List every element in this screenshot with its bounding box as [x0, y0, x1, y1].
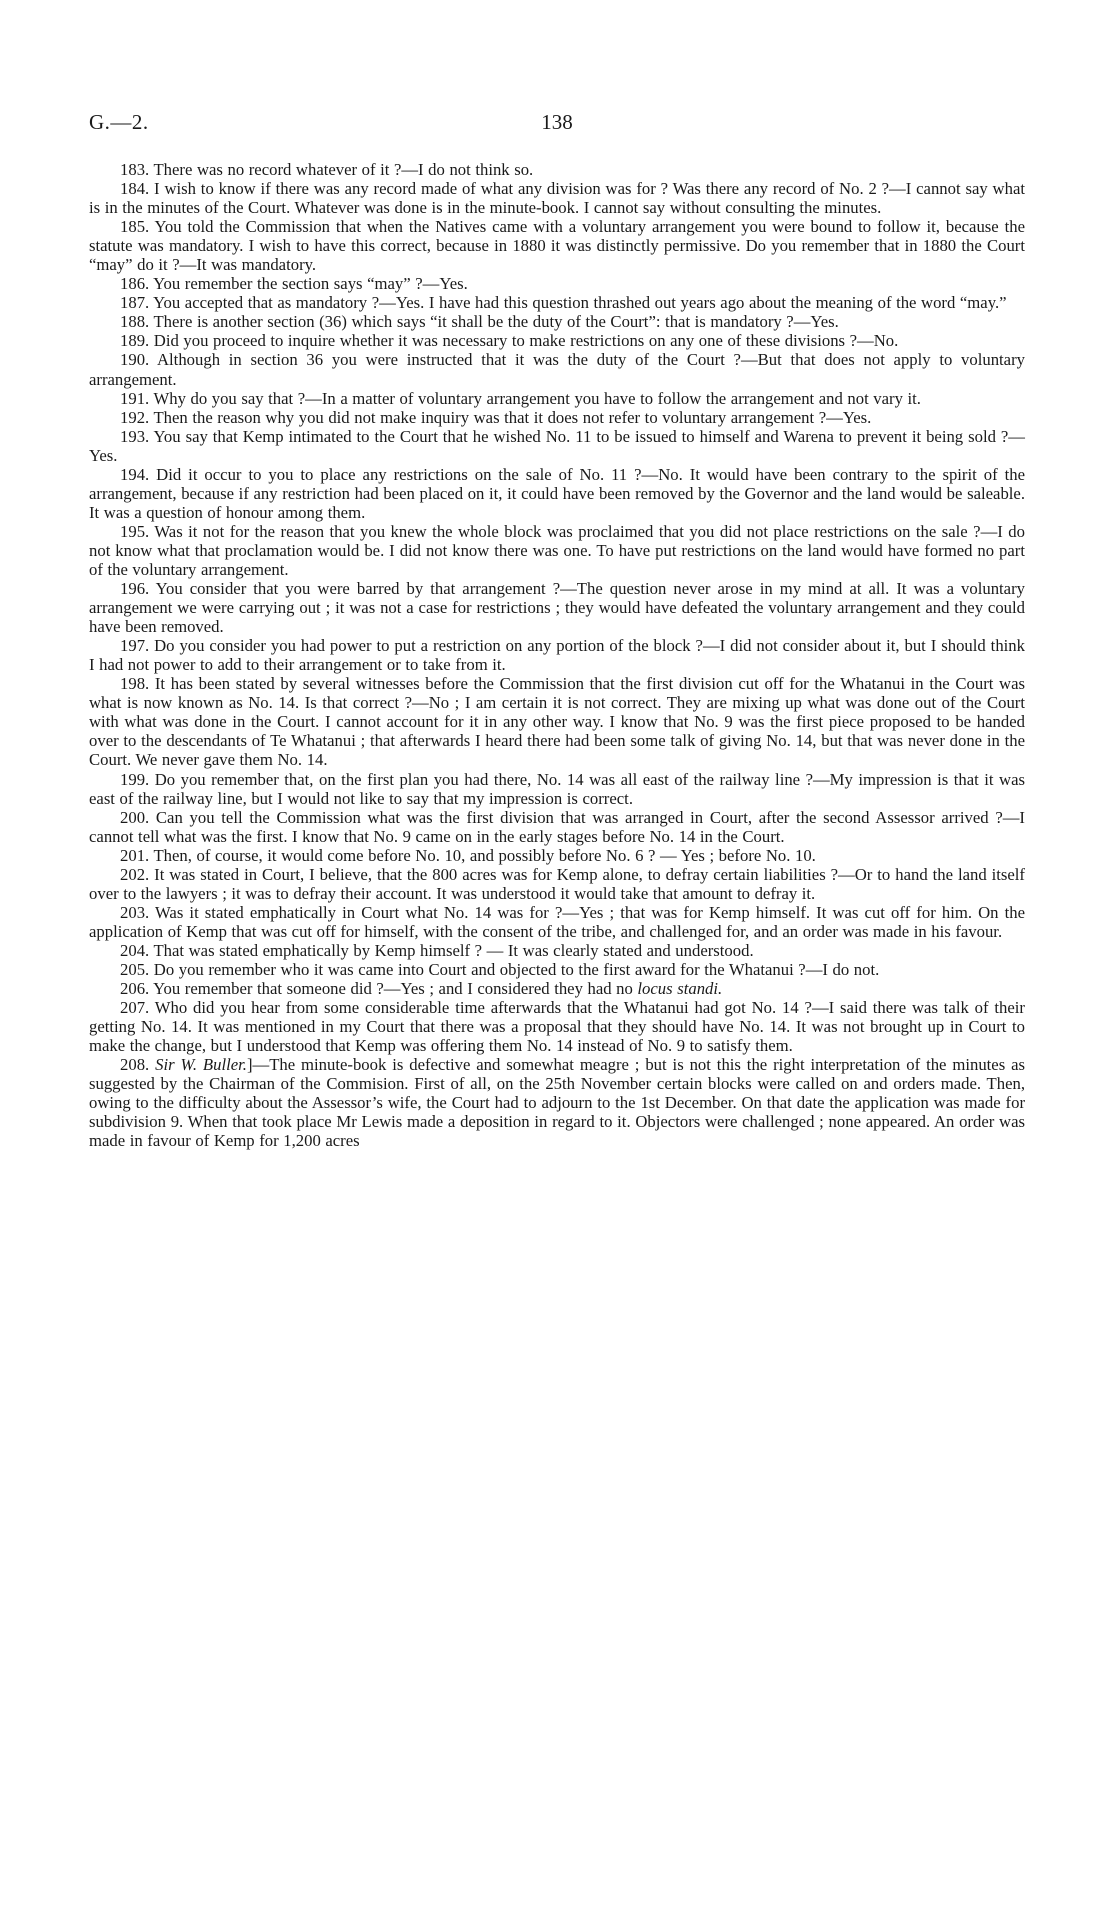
paragraph-194: 194. Did it occur to you to place any restrictions on the sale of No. 11 ?—No. It would have been contrary to the spirit of the arrangement, because if any restriction had been placed on it, it could have been removed by the Governor and the land would be saleable. It was a question of honour among them.	[89, 464, 1025, 522]
paragraph-208-after: ]—The minute-book is defective and somewhat meagre ; but is not this the right interpretation of the minutes as suggested by the Chairman of the Commision. First of all, on the 25th November certain blocks were called on and orders made. Then, owing to the difficulty about the Assessor’s wife, the Court had to adjourn to the 1st December. On that date the application was made for subdivision 9. When that took place Mr Lewis made a deposition in regard to it. Objectors were challenged ; none appeared. An order was made in favour of Kemp for 1,200 acres	[89, 1055, 1025, 1151]
paragraph-190: 190. Although in section 36 you were instructed that it was the duty of the Court ?—But that does not apply to voluntary arrangement.	[89, 350, 1025, 389]
paragraph-186: 186. You remember the section says “may” ?—Yes.	[120, 274, 468, 294]
paragraph-199: 199. Do you remember that, on the first plan you had there, No. 14 was all east of the railway line ?—My impression is that it was east of the railway line, but I would not like to say that my impression is correct.	[89, 769, 1025, 808]
paragraph-187: 187. You accepted that as mandatory ?—Yes. I have had this question thrashed out years ago about the meaning of the word “may.”	[120, 293, 1007, 313]
paragraph-207: 207. Who did you hear from some considerable time afterwards that the Whatanui had got No. 14 ?—I said there was talk of their getting No. 14. It was mentioned in my Court that there was a proposal that they should have No. 14. It was not brought up in Court to make the change, but I understood that Kemp was offering them No. 14 instead of No. 9 to satisfy them.	[89, 998, 1025, 1056]
paragraph-192: 192. Then the reason why you did not make inquiry was that it does not refer to voluntary arrangement ?—Yes.	[120, 407, 872, 427]
document-reference: G.—2.	[89, 110, 149, 134]
page-header	[89, 110, 1025, 136]
page-number: 138	[541, 110, 573, 134]
page-body	[89, 160, 1025, 1150]
paragraph-203: 203. Was it stated emphatically in Court what No. 14 was for ?—Yes ; that was for Kemp himself. It was cut off for him. On the application of Kemp that was cut off for himself, with the consent of the tribe, and challenged for, and an order was made in his favour.	[89, 902, 1025, 941]
paragraph-202: 202. It was stated in Court, I believe, that the 800 acres was for Kemp alone, to defray certain liabilities ?—Or to hand the land itself over to the lawyers ; it was to defray their account. It was understood it would take that amount to defray it.	[89, 864, 1025, 903]
paragraph-200: 200. Can you tell the Commission what was the first division that was arranged in Court, after the second Assessor arrived ?—I cannot tell what was the first. I know that No. 9 came on in the early stages before No. 14 in the Court.	[89, 807, 1025, 846]
paragraph-208-italic: Sir W. Buller.	[155, 1055, 247, 1075]
paragraph-196: 196. You consider that you were barred by that arrangement ?—The question never arose in my mind at all. It was a voluntary arrangement we were carrying out ; it was not a case for restrictions ; they would have defeated the voluntary arrangement and they could have been removed.	[89, 579, 1025, 637]
paragraph-183: 183. There was no record whatever of it ?—I do not think so.	[120, 160, 534, 179]
paragraph-208-text: 208.	[120, 1055, 156, 1075]
paragraph-197: 197. Do you consider you had power to put a restriction on any portion of the block ?—I did not consider about it, but I should think I had not power to add to their arrangement or to take from it.	[89, 636, 1025, 675]
paragraph-208	[89, 1055, 1025, 1150]
paragraph-189: 189. Did you proceed to inquire whether it was necessary to make restrictions on any one of these divisions ?—No.	[120, 331, 899, 351]
paragraph-204: 204. That was stated emphatically by Kemp himself ? — It was clearly stated and understood.	[120, 940, 754, 960]
paragraph-201: 201. Then, of course, it would come before No. 10, and possibly before No. 6 ? — Yes ; before No. 10.	[120, 845, 816, 865]
paragraph-206	[89, 979, 1025, 998]
paragraph-206-italic: locus standi.	[637, 979, 723, 999]
paragraph-193: 193. You say that Kemp intimated to the Court that he wished No. 11 to be issued to himself and Warena to prevent it being sold ?—Yes.	[89, 426, 1025, 465]
paragraph-184: 184. I wish to know if there was any record made of what any division was for ? Was there any record of No. 2 ?—I cannot say what is in the minutes of the Court. Whatever was done is in the minute-book. I cannot say without consulting the minutes.	[89, 179, 1025, 218]
paragraph-191: 191. Why do you say that ?—In a matter of voluntary arrangement you have to follow the arrangement and not vary it.	[120, 388, 921, 408]
paragraph-188: 188. There is another section (36) which says “it shall be the duty of the Court”: that is mandatory ?—Yes.	[120, 312, 839, 332]
paragraph-195: 195. Was it not for the reason that you knew the whole block was proclaimed that you did not place restrictions on the sale ?—I do not know what that proclamation would be. I did not know there was one. To have put restrictions on the land would have formed no part of the voluntary arrangement.	[89, 521, 1025, 579]
paragraph-198: 198. It has been stated by several witnesses before the Commission that the first division cut off for the Whatanui in the Court was what is now known as No. 14. Is that correct ?—No ; I am certain it is not correct. They are mixing up what was done out of the Court with what was done in the Court. I cannot account for it in any other way. I know that No. 9 was the first piece proposed to be handed over to the descendants of Te Whatanui ; that afterwards I heard there had been some talk of giving No. 14, but that was never done in the Court. We never gave them No. 14.	[89, 674, 1025, 770]
paragraph-206-text: 206. You remember that someone did ?—Yes ; and I considered they had no	[120, 979, 638, 999]
paragraph-185: 185. You told the Commission that when the Natives came with a voluntary arrangement you were bound to follow it, because the statute was mandatory. I wish to have this correct, because in 1880 it was distinctly permissive. Do you remember that in 1880 the Court “may” do it ?—It was mandatory.	[89, 217, 1025, 275]
paragraph-205: 205. Do you remember who it was came into Court and objected to the first award for the Whatanui ?—I do not.	[120, 959, 880, 979]
